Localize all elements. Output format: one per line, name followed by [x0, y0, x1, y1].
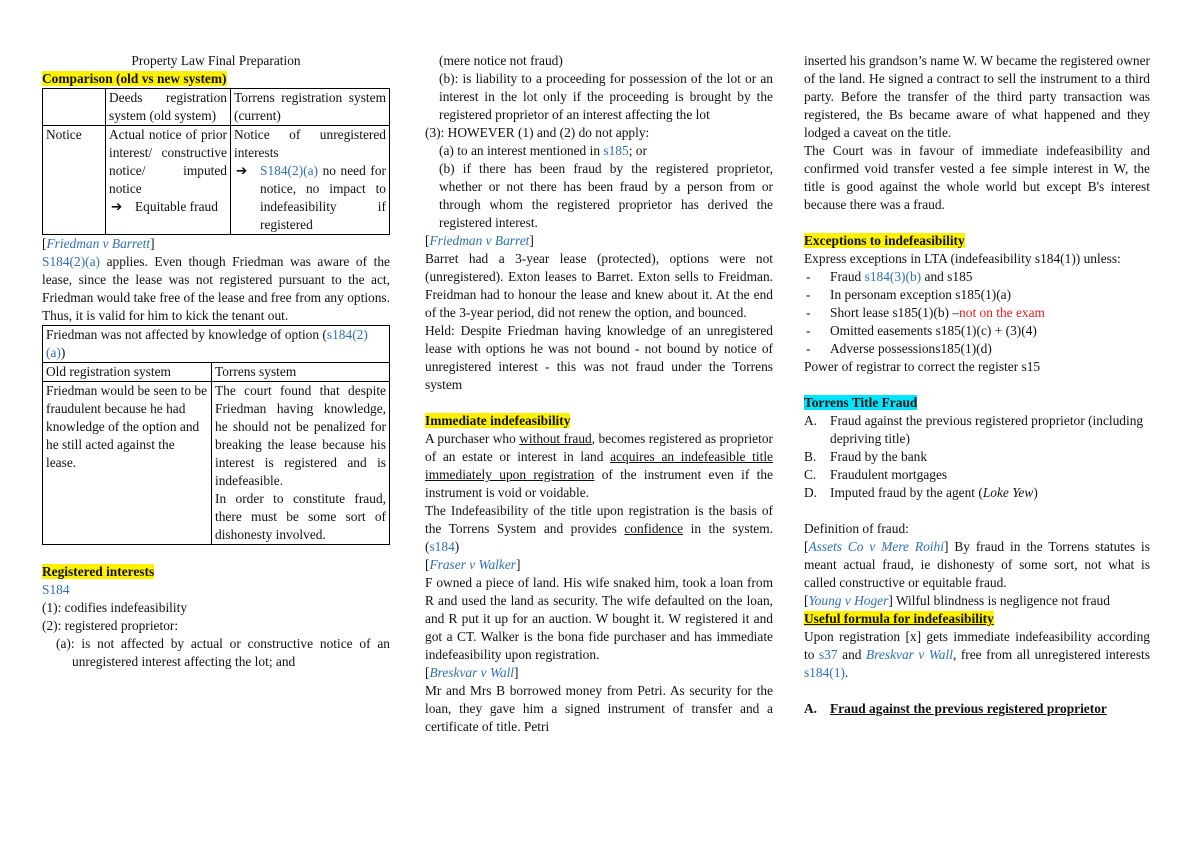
old-system-col-header: Old registration system [43, 363, 212, 382]
old-system-cell: Friedman would be seen to be fraudulent because he had knowledge of the option and he still acted against the lease. [43, 382, 212, 545]
fraud-previous-heading [804, 700, 1150, 718]
friedman-facts: Barret had a 3-year lease (protected), options were not (unregistered). Exton leases to Barret. Exton sells to Freidman. Freidman had to honour the lease and knew about it. At the end of the 3-year period, did not renew the option, and bounced. [425, 251, 773, 320]
reg-item-2: (2): registered proprietor: [42, 618, 179, 633]
case-friedman-v-barrett[interactable]: Friedman v Barrett [46, 236, 151, 251]
torrens-system-col-header: Torrens system [212, 363, 390, 382]
list-item: C. Fraudulent mortgages [804, 467, 948, 482]
list-item: - In personam exception s185(1)(a) [804, 286, 1150, 304]
s184-link[interactable]: S184 [42, 582, 70, 597]
comparison-heading: Comparison (old vs new system) [42, 71, 227, 86]
reg-item-2a: (a): is not affected by actual or constructive notice of an unregistered interest affecting the lot; and [56, 636, 390, 669]
breskvar-facts-continued: inserted his grandson’s name W. W became the registered owner of the land. He signed a contract to sell the instrument to a third party. Before the transfer of the third party transaction was registered, the Bs became aware of what happened and they lodged a caveat on the title. [804, 53, 1150, 140]
breskvar-court: The Court was in favour of immediate indefeasibility and confirmed void transfer vested a fee simple interest in W, the title is good against the whole world but except B's interest because there was a fraud. [804, 143, 1150, 212]
list-item: B. Fraud by the bank [804, 449, 928, 464]
s184-2a-link[interactable]: S184(2)(a) [260, 163, 319, 178]
bracket-open: [ [42, 236, 47, 251]
list-item: - Omitted easements s185(1)(c) + (3)(4) [804, 322, 1150, 340]
torrens-arrow-text: no need for notice, no impact to indefeasibility if registered [260, 163, 386, 232]
friedman-table [42, 325, 390, 545]
friedman-held: Held: Despite Friedman having knowledge of an unregistered lease with options he was not bound - not bound by notice of unregistered interest - this was not fraud under the Torrens system [425, 323, 773, 392]
immediate-paragraph-1: A purchaser who without fraud, becomes registered as proprietor of an estate or interest in land acquires an indefeasible title immediately upon registration of the instrument even if the instrument is void or voidable. [425, 431, 773, 500]
notice-row-label: Notice [43, 126, 106, 235]
s185-link[interactable]: s185 [603, 143, 629, 158]
column-3 [804, 52, 1150, 718]
not-on-exam-note: not on the exam [959, 305, 1045, 320]
registrar-power: Power of registrar to correct the register s15 [804, 359, 1041, 374]
formula-heading: Useful formula for indefeasibility [804, 611, 994, 626]
reg-item-1: (1): codifies indefeasibility [42, 600, 188, 615]
bracket-close: ] [150, 236, 155, 251]
s184-2a-link[interactable]: s184(2)(a) [46, 327, 368, 360]
torrens-header-cell: Torrens registration system (current) [231, 89, 390, 126]
young-hoger-paragraph: [Young v Hoger] Wilful blindness is negligence not fraud [804, 593, 1110, 608]
case-breskvar-v-wall[interactable]: Breskvar v Wall [429, 665, 515, 680]
fraser-facts: F owned a piece of land. His wife snaked him, took a loan from R and used the land as security. The wife defaulted on the loan, and R put it up for an auction. W bought it. W registered it and got a CT. Walker is the bona fide purchaser and has immediate indefeasibility upon registration. [425, 575, 773, 662]
reg-item-3b: (b) if there has been fraud by the registered proprietor, whether or not there has been fraud by a person from or through whom the registered proprietor has derived the registered interest. [439, 161, 773, 230]
page-title: Property Law Final Preparation [131, 53, 301, 68]
friedman-header-text: Friedman was not affected by knowledge of option ( [46, 327, 327, 342]
torrens-system-text-2: In order to constitute fraud, there must be some sort of dishonesty involved. [215, 491, 386, 542]
column-1 [42, 52, 390, 671]
fraud-types-list [804, 412, 1150, 502]
case-fraser-v-walker[interactable]: Fraser v Walker [429, 557, 516, 572]
torrens-notice-text: Notice of unregistered interests [234, 127, 386, 160]
deeds-header-cell: Deeds registration system (old system) [106, 89, 231, 126]
friedman-header-close: ) [60, 345, 66, 360]
immediate-indefeasibility-heading: Immediate indefeasibility [425, 413, 571, 428]
immediate-paragraph-2: The Indefeasibility of the title upon registration is the basis of the Torrens System and provides confidence in the system. (s184) [425, 503, 773, 554]
case-assets-co[interactable]: Assets Co v Mere Roihi [808, 539, 944, 554]
friedman-table-header [43, 326, 390, 363]
torrens-system-text-1: The court found that despite Friedman having knowledge, he should not be penalized for breaking the lease because his interest is registered and is indefeasible. [215, 383, 386, 488]
s184-link[interactable]: s184 [429, 539, 455, 554]
s184-3b-link[interactable]: s184(3)(b) [864, 269, 922, 284]
list-item: - Adverse possessions185(1)(d) [804, 340, 1150, 358]
torrens-system-cell [212, 382, 390, 545]
list-item: - Short lease s185(1)(b) –not on the exam [804, 304, 1150, 322]
case-young-v-hoger[interactable]: Young v Hoger [808, 593, 889, 608]
definition-heading: Definition of fraud: [804, 521, 909, 536]
heading-marker: A. [804, 701, 818, 716]
comparison-table [42, 88, 390, 235]
reg-item-3a: (a) to an interest mentioned in [439, 143, 601, 158]
heading-text: Fraud against the previous registered proprietor [830, 701, 1107, 716]
column-2: (mere notice not fraud) (b): is liability to a proceeding for possession of the lot or an interest in the lot only if the proceeding is brought by the registered proprietor of an interest affecting the lot (3): HOWEVER (1) and (2) do not apply: (a) to an interest mentioned in s185; or (b) if there has been fraud by the registered proprietor, whether or not there has been fraud by a person from or through whom the registered proprietor has derived the registered interest. [Friedman v Barret] Barret had a 3-year lease (protected), options were not (unregistered). Exton leases to Barret. Exton sells to Freidman. Freidman had to honour the lease and knew about it. At the end of the 3-year period, did not renew the option, and bounced. Held: Despite Friedman having knowledge of an unregistered lease with options he was not bound - not bound by notice of unregistered interest - this was not fraud under the Torrens system Immediate indefeasibility A purchaser who without fraud, becomes registered as proprietor of an estate or interest in land acquires an indefeasible title immediately upon registration of the instrument even if the instrument is void or voidable. The Indefeasibility of the title upon registration is the basis of the Torrens System and provides confidence in the system. (s184) [Fraser v Walker] F owned a piece of land. His wife snaked him, took a loan from R and used the land as security. The wife defaulted on the loan, and R put it up for an auction. W bought it. W registered it and got a CT. Walker is the bona fide purchaser and has immediate indefeasibility upon registration. [Breskvar v Wall] Mr and Mrs B borrowed money from Petri. As security for the loan, they gave him a signed instrument of transfer and a certificate of title. Petri [425, 53, 773, 734]
formula-paragraph: Upon registration [x] gets immediate indefeasibility according to s37 and Breskvar v Wall, free from all unregistered interests s184(1). [804, 629, 1150, 680]
reg-item-2b: (b): is liability to a proceeding for possession of the lot or an interest in the lot only if the proceeding is brought by the registered proprietor of an interest affecting the lot [439, 71, 773, 122]
reg-item-3: (3): HOWEVER (1) and (2) do not apply: [425, 125, 650, 140]
list-item: - Fraud s184(3)(b) and s185 [804, 268, 1150, 286]
table-corner-cell [43, 89, 106, 126]
assets-co-paragraph: [Assets Co v Mere Roihi] By fraud in the Torrens statutes is meant actual fraud, ie dishonesty of some sort, not what is called constructive or equitable fraud. [804, 539, 1150, 590]
torrens-notice-cell [231, 126, 390, 235]
deeds-notice-cell [106, 126, 231, 235]
list-item: D. Imputed fraud by the agent (Loke Yew) [804, 485, 1038, 500]
reg-item-3a-end: ; or [628, 143, 647, 158]
s184-2a-link[interactable]: S184(2)(a) [42, 254, 101, 269]
breskvar-facts: Mr and Mrs B borrowed money from Petri. As security for the loan, they gave him a signed instrument of transfer and a certificate of title. Petri [425, 683, 773, 734]
friedman-paragraph: applies. Even though Friedman was aware of the lease, since the lease was not registered pursuant to the act, Friedman would take free of the lease and free from any options. Thus, it is valid for him to kick the tenant out. [42, 254, 390, 323]
case-breskvar-v-wall[interactable]: Breskvar v Wall [866, 647, 953, 662]
exceptions-list [804, 268, 1150, 358]
list-item: A. Fraud against the previous registered proprietor (including depriving title) [804, 413, 1144, 446]
case-friedman-v-barret[interactable]: Friedman v Barret [429, 233, 530, 248]
arrow-right-icon: ➔ [236, 163, 248, 178]
torrens-title-fraud-heading: Torrens Title Fraud [804, 395, 918, 410]
arrow-right-icon: ➔ [111, 199, 123, 214]
deeds-notice-text: Actual notice of prior interest/ constructive notice/ imputed notice [109, 127, 227, 196]
s184-1-link[interactable]: s184(1) [804, 665, 845, 680]
exceptions-intro: Express exceptions in LTA (indefeasibility s184(1)) unless: [804, 251, 1121, 266]
deeds-arrow-text: Equitable fraud [135, 199, 218, 214]
mere-notice-note: (mere notice not fraud) [439, 53, 563, 68]
s37-link[interactable]: s37 [818, 647, 838, 662]
registered-interests-heading: Registered interests [42, 564, 155, 579]
exceptions-heading: Exceptions to indefeasibility [804, 233, 965, 248]
